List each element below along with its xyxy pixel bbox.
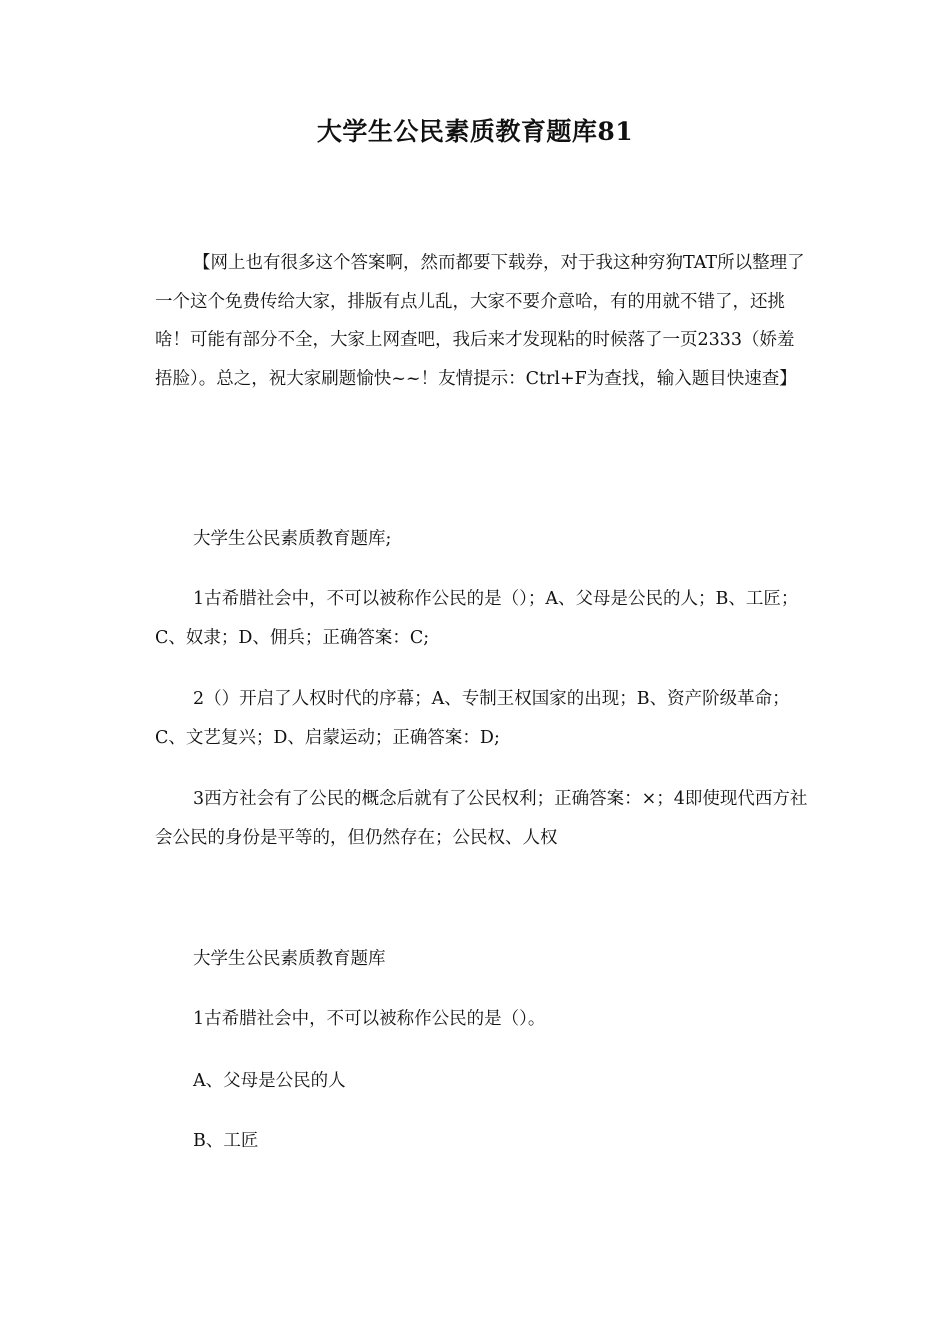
option-a: A、父母是公民的人 bbox=[193, 1071, 346, 1091]
document-title: 大学生公民素质教育题库81 bbox=[316, 117, 634, 146]
question-3-paragraph: 3西方社会有了公民的概念后就有了公民权利；正确答案：×；4即使现代西方社会公民的身份是平等的，但仍然存在；公民权、人权 bbox=[155, 789, 808, 848]
intro-paragraph: 【网上也有很多这个答案啊，然而都要下载券，对于我这种穷狗TAT所以整理了一个这个免费传给大家，排版有点儿乱，大家不要介意哈，有的用就不错了，还挑啥！可能有部分不全，大家上网查吧，我后来才发现粘的时候落了一页2333（娇羞捂脸）。总之，祝大家刷题愉快~~！友情提示：Ctrl+F为查找，输入题目快速查】 bbox=[155, 253, 805, 389]
section2-question-1: 1古希腊社会中，不可以被称作公民的是（）。 bbox=[193, 1009, 546, 1029]
section2-heading: 大学生公民素质教育题库 bbox=[193, 949, 386, 969]
option-b: B、工匠 bbox=[193, 1131, 259, 1151]
question-2-paragraph: 2（）开启了人权时代的序幕；A、专制王权国家的出现；B、资产阶级革命；C、文艺复兴；D、启蒙运动；正确答案：D; bbox=[155, 689, 790, 748]
question-1-paragraph: 1古希腊社会中，不可以被称作公民的是（）；A、父母是公民的人；B、工匠；C、奴隶；D、佣兵；正确答案：C; bbox=[155, 589, 799, 648]
section1-heading: 大学生公民素质教育题库; bbox=[193, 529, 392, 549]
